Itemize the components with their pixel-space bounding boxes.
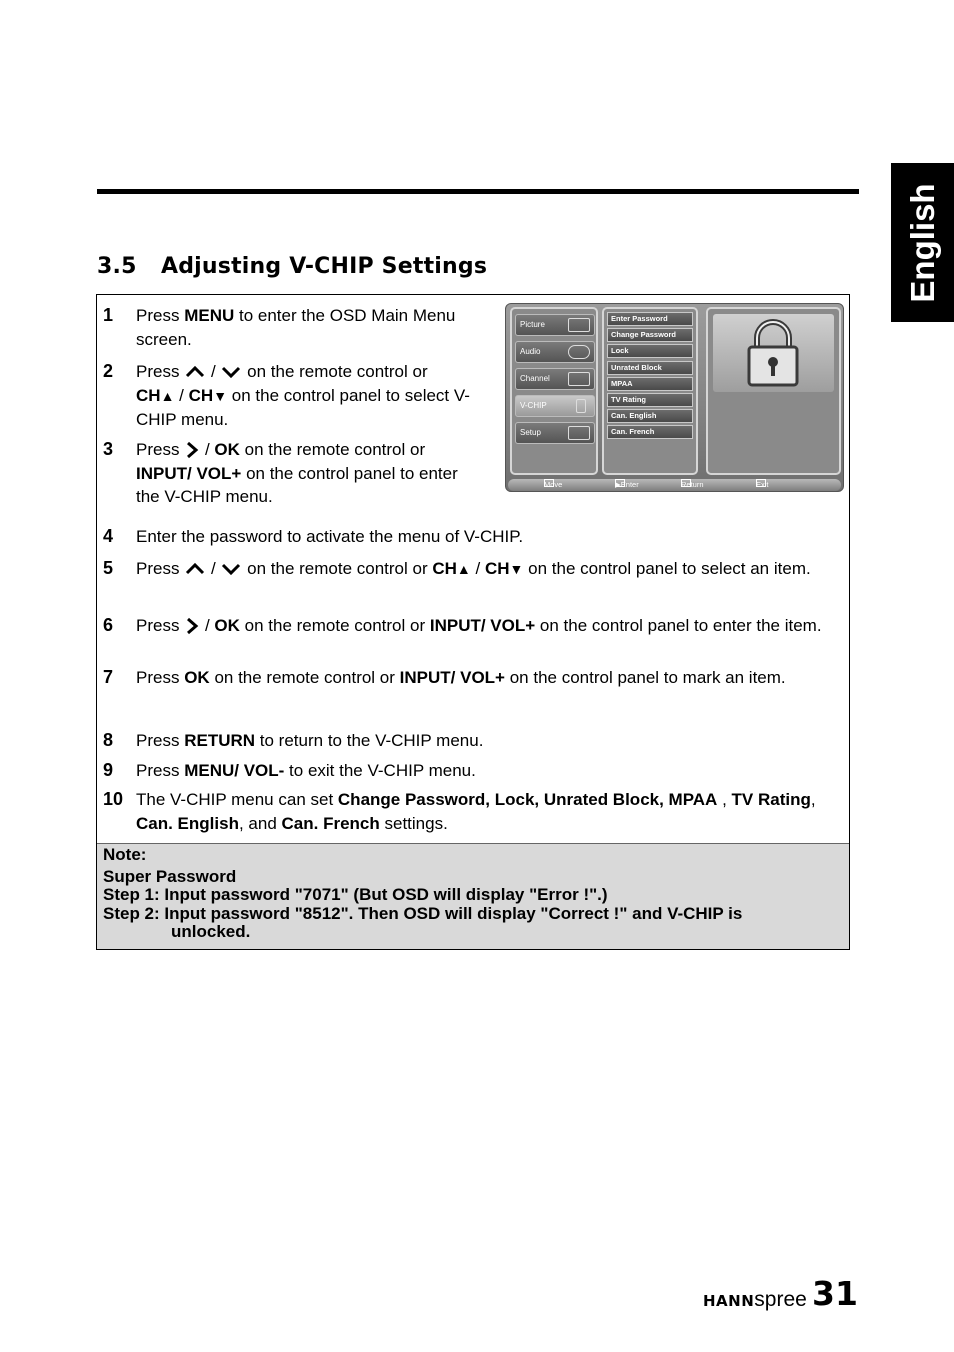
- step-text: Press / on the remote control or CH▲ / CH▼ on the control panel to select V-CHIP menu.: [136, 362, 470, 429]
- step-number: 3: [103, 439, 114, 459]
- osd-lock-area: [713, 314, 834, 392]
- osd-menu-item: Setup: [515, 422, 595, 444]
- step-text: Press RETURN to return to the V-CHIP menu.: [136, 731, 484, 750]
- note-step-2-continued: unlocked.: [171, 922, 251, 941]
- note-step-1: Step 1: Input password "7071" (But OSD will display "Error !".): [103, 885, 608, 904]
- chevron-up-icon: [184, 363, 206, 379]
- osd-submenu-item: TV Rating: [607, 393, 693, 407]
- antenna-icon: [568, 372, 590, 386]
- step-text: Enter the password to activate the menu of V-CHIP.: [136, 527, 524, 546]
- step-number: 7: [103, 667, 114, 687]
- osd-hint-bar: Move ▶ Enter Return Exit: [508, 479, 841, 491]
- section-heading: [97, 254, 487, 279]
- osd-submenu-item: Can. French: [607, 425, 693, 439]
- osd-submenu-item: Unrated Block: [607, 361, 693, 375]
- step-number: 10: [103, 789, 124, 809]
- osd-submenu-item: MPAA: [607, 377, 693, 391]
- step-text: Press OK on the remote control or INPUT/ VOL+ on the control panel to mark an item.: [136, 668, 786, 687]
- language-tab-label: English: [903, 182, 941, 303]
- brand-logo: HANNspree: [703, 1288, 807, 1311]
- step-number: 2: [103, 361, 114, 381]
- language-tab: [891, 163, 954, 322]
- wrench-icon: [568, 426, 590, 440]
- triangle-down-icon: ▼: [509, 561, 524, 577]
- section-number: 3.5: [97, 254, 137, 279]
- audio-icon: [568, 345, 590, 359]
- step-text: Press / OK on the remote control or INPUT/ VOL+ on the control panel to enter the item.: [136, 616, 822, 635]
- page-number: 31: [812, 1274, 858, 1313]
- osd-submenu-item: Enter Password: [607, 312, 693, 326]
- osd-submenu-item: Change Password: [607, 328, 693, 342]
- section-title: Adjusting V-CHIP Settings: [161, 254, 488, 279]
- chevron-right-icon: [184, 441, 200, 457]
- note-super-password: Super Password: [103, 867, 237, 886]
- picture-icon: [568, 318, 590, 332]
- osd-preview-panel: [706, 307, 841, 475]
- step-number: 5: [103, 558, 114, 578]
- step-text: Press / on the remote control or CH▲ / CH▼ on the control panel to select an item.: [136, 559, 811, 578]
- step-text: Press / OK on the remote control or INPUT/ VOL+ on the control panel to enter the V-CHIP menu.: [136, 440, 458, 506]
- step-number: 6: [103, 615, 114, 635]
- osd-submenu: [602, 307, 698, 475]
- step-number: 8: [103, 730, 114, 750]
- osd-main-menu: [510, 307, 598, 475]
- triangle-up-icon: ▲: [456, 561, 471, 577]
- header-rule: [97, 189, 859, 194]
- step-number: 4: [103, 526, 114, 546]
- note-heading: Note:: [103, 845, 147, 864]
- lock-icon: [576, 399, 586, 413]
- osd-menu-item: Picture: [515, 314, 595, 336]
- chevron-down-icon: [220, 560, 242, 576]
- padlock-icon: [713, 314, 834, 392]
- osd-screenshot: [505, 303, 844, 492]
- triangle-up-icon: ▲: [160, 387, 175, 404]
- osd-submenu-item: Lock: [607, 344, 693, 358]
- step-text: Press MENU/ VOL- to exit the V-CHIP menu.: [136, 761, 476, 780]
- triangle-down-icon: ▼: [213, 387, 228, 404]
- step-number: 9: [103, 760, 114, 780]
- osd-submenu-item: Can. English: [607, 409, 693, 423]
- osd-menu-item-active: V-CHIP: [515, 395, 595, 417]
- step-text: The V-CHIP menu can set Change Password, Lock, Unrated Block, MPAA , TV Rating, Can. English, and Can. French settings.: [136, 790, 816, 833]
- osd-menu-item: Channel: [515, 368, 595, 390]
- chevron-down-icon: [220, 363, 242, 379]
- step-number: 1: [103, 305, 114, 325]
- osd-menu-item: Audio: [515, 341, 595, 363]
- chevron-right-icon: [184, 617, 200, 633]
- note-step-2: Step 2: Input password "8512". Then OSD will display "Correct !" and V-CHIP is: [103, 904, 743, 923]
- chevron-up-icon: [184, 560, 206, 576]
- step-text: Press MENU to enter the OSD Main Menu screen.: [136, 306, 456, 349]
